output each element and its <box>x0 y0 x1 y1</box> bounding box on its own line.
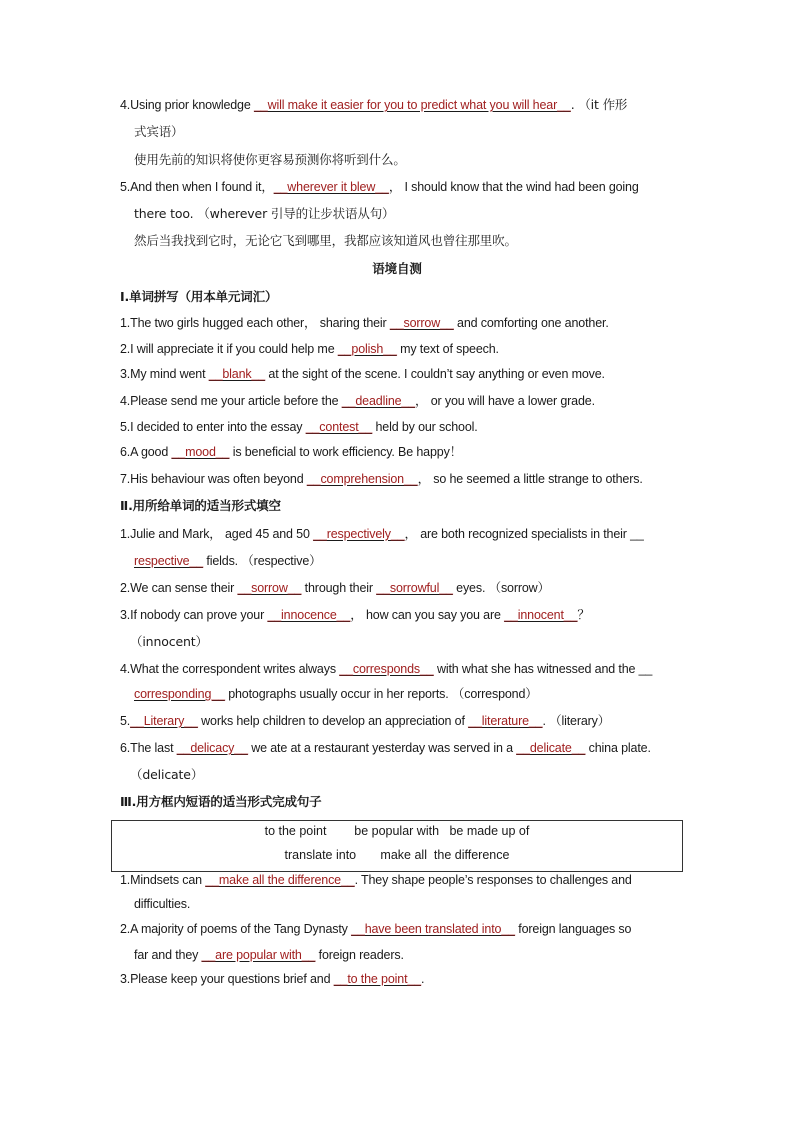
part1-item <box>120 418 694 436</box>
item-text: 6.The last <box>120 741 177 755</box>
item-text: 5.I decided to enter into the essay <box>120 420 306 434</box>
part2-item-3-continued <box>130 633 694 651</box>
item-text: 4.What the correspondent writes always <box>120 662 340 676</box>
item-text: 5. <box>120 714 131 728</box>
answer-blank: __corresponds__ <box>339 662 434 676</box>
answer-blank: __literature__ <box>468 714 543 728</box>
sentence-5-continued <box>134 205 694 223</box>
answer-blank: __wherever it blew__ <box>273 180 389 194</box>
item-text: 1.Julie and Mark， aged 45 and 50 <box>120 527 314 541</box>
item-text: and comforting one another. <box>453 316 609 330</box>
answer-blank: __have been translated into__ <box>351 922 515 936</box>
item-text: 4.Please send me your article before the <box>120 394 342 408</box>
item-text: china plate. <box>585 741 651 755</box>
answer-blank: __respectively__ <box>313 527 405 541</box>
answer-blank: __comprehension__ <box>306 472 418 486</box>
answer-blank: __innocence__ <box>267 608 351 622</box>
sentence-4-continued: 式宾语） <box>134 124 184 139</box>
item-text: ， or you will have a lower grade. <box>415 394 595 408</box>
sentence-4 <box>120 96 694 114</box>
item-text: through their <box>301 581 377 595</box>
item-text: fields. （respective） <box>203 554 322 568</box>
answer-blank: __innocent__ <box>504 608 578 622</box>
sentence-text: 5.And then when I found it， <box>120 180 274 194</box>
item-text: at the sight of the scene. I couldn’t say anything or even move. <box>265 367 605 381</box>
answer-blank: __Literary__ <box>130 714 198 728</box>
phrase-box-line-2: translate into make all the difference <box>284 848 510 862</box>
item-text: （innocent） <box>130 634 208 649</box>
item-text: photographs usually occur in her reports. （correspond） <box>224 687 538 701</box>
sentence-5-translation: 然后当我找到它时，无论它飞到哪里，我都应该知道风也曾往那里吹。 <box>134 233 517 248</box>
answer-blank: __contest__ <box>305 420 373 434</box>
part2-item-4-continued <box>134 685 694 703</box>
answer-blank: __sorrow__ <box>237 581 302 595</box>
item-text: . They shape people’s responses to challenges and <box>354 873 632 887</box>
answer-blank: __make all the difference__ <box>205 873 355 887</box>
sentence-text: . （it 作形 <box>570 97 628 112</box>
answer-blank: __to the point__ <box>333 972 422 986</box>
part3-heading: Ⅲ.用方框内短语的适当形式完成句子 <box>120 794 322 809</box>
answer-blank: __are popular with__ <box>201 948 316 962</box>
part3-item-3 <box>120 970 694 988</box>
part1-item <box>120 443 694 461</box>
part2-heading: Ⅱ.用所给单词的适当形式填空 <box>120 498 281 513</box>
part2-item-4 <box>120 660 694 678</box>
sentence-4-translation: 使用先前的知识将使你更容易预测你将听到什么。 <box>134 152 406 167</box>
part1-item <box>120 314 694 332</box>
item-text: ， are both recognized specialists in their __ <box>404 527 644 541</box>
answer-blank: __sorrowful__ <box>376 581 453 595</box>
answer-blank: respective__ <box>134 554 204 568</box>
item-text: 2.We can sense their <box>120 581 238 595</box>
item-text: is beneficial to work efficiency. Be happy！ <box>229 445 463 459</box>
item-text: 3.If nobody can prove your <box>120 608 268 622</box>
answer-blank: __mood__ <box>171 445 230 459</box>
phrase-box-line-1: to the point be popular with be made up of <box>264 824 530 838</box>
phrase-box <box>111 820 683 872</box>
item-text: 2.A majority of poems of the Tang Dynasty <box>120 922 352 936</box>
section-title: 语境自测 <box>372 261 422 276</box>
answer-blank: __delicacy__ <box>176 741 248 755</box>
sentence-text: 4.Using prior knowledge <box>120 98 254 112</box>
item-text: . <box>421 972 425 986</box>
sentence-text: ， I should know that the wind had been going <box>388 180 639 194</box>
item-text: ？ <box>577 608 590 622</box>
sentence-5 <box>120 178 694 196</box>
answer-blank: __deadline__ <box>341 394 416 408</box>
part1-item <box>120 340 694 358</box>
item-text: my text of speech. <box>396 342 499 356</box>
part1-item <box>120 392 694 410</box>
item-text: 1.Mindsets can <box>120 873 206 887</box>
part2-item-1-continued <box>134 552 694 570</box>
item-text: 3.My mind went <box>120 367 209 381</box>
item-text: foreign readers. <box>315 948 404 962</box>
item-text: with what she has witnessed and the __ <box>433 662 653 676</box>
item-text: （delicate） <box>130 767 204 782</box>
part2-item-2 <box>120 579 694 597</box>
answer-blank: __sorrow__ <box>389 316 454 330</box>
part1-heading: Ⅰ.单词拼写（用本单元词汇） <box>120 289 278 304</box>
sentence-text: there too. （wherever 引导的让步状语从句） <box>134 206 395 221</box>
item-text: far and they <box>134 948 202 962</box>
item-text: 3.Please keep your questions brief and <box>120 972 334 986</box>
item-text: eyes. （sorrow） <box>452 581 550 595</box>
item-text: ， how can you say you are <box>350 608 505 622</box>
item-text: works help children to develop an appreciation of <box>197 714 469 728</box>
answer-blank: __blank__ <box>208 367 266 381</box>
part1-item <box>120 470 694 488</box>
part2-item-3 <box>120 606 694 624</box>
item-text: 6.A good <box>120 445 172 459</box>
part2-item-6-continued <box>130 766 694 784</box>
part3-item-1 <box>120 871 694 889</box>
part3-item-2-continued <box>134 946 694 964</box>
part1-item <box>120 365 694 383</box>
answer-blank: corresponding__ <box>134 687 225 701</box>
answer-blank: __delicate__ <box>516 741 586 755</box>
item-text: 2.I will appreciate it if you could help me <box>120 342 338 356</box>
answer-blank: __will make it easier for you to predict what you will hear__ <box>253 98 571 112</box>
part3-item-2 <box>120 920 694 938</box>
part2-item-1 <box>120 525 694 543</box>
item-text: we ate at a restaurant yesterday was served in a <box>247 741 517 755</box>
part2-item-6 <box>120 739 694 757</box>
item-text: ， so he seemed a little strange to others. <box>417 472 643 486</box>
item-text: 1.The two girls hugged each other， sharing their <box>120 316 390 330</box>
item-text: . （literary） <box>542 714 611 728</box>
part3-item-1-continued: difficulties. <box>134 897 191 911</box>
part2-item-5 <box>120 712 694 730</box>
answer-blank: __polish__ <box>337 342 397 356</box>
item-text: held by our school. <box>372 420 478 434</box>
item-text: foreign languages so <box>514 922 632 936</box>
item-text: 7.His behaviour was often beyond <box>120 472 307 486</box>
